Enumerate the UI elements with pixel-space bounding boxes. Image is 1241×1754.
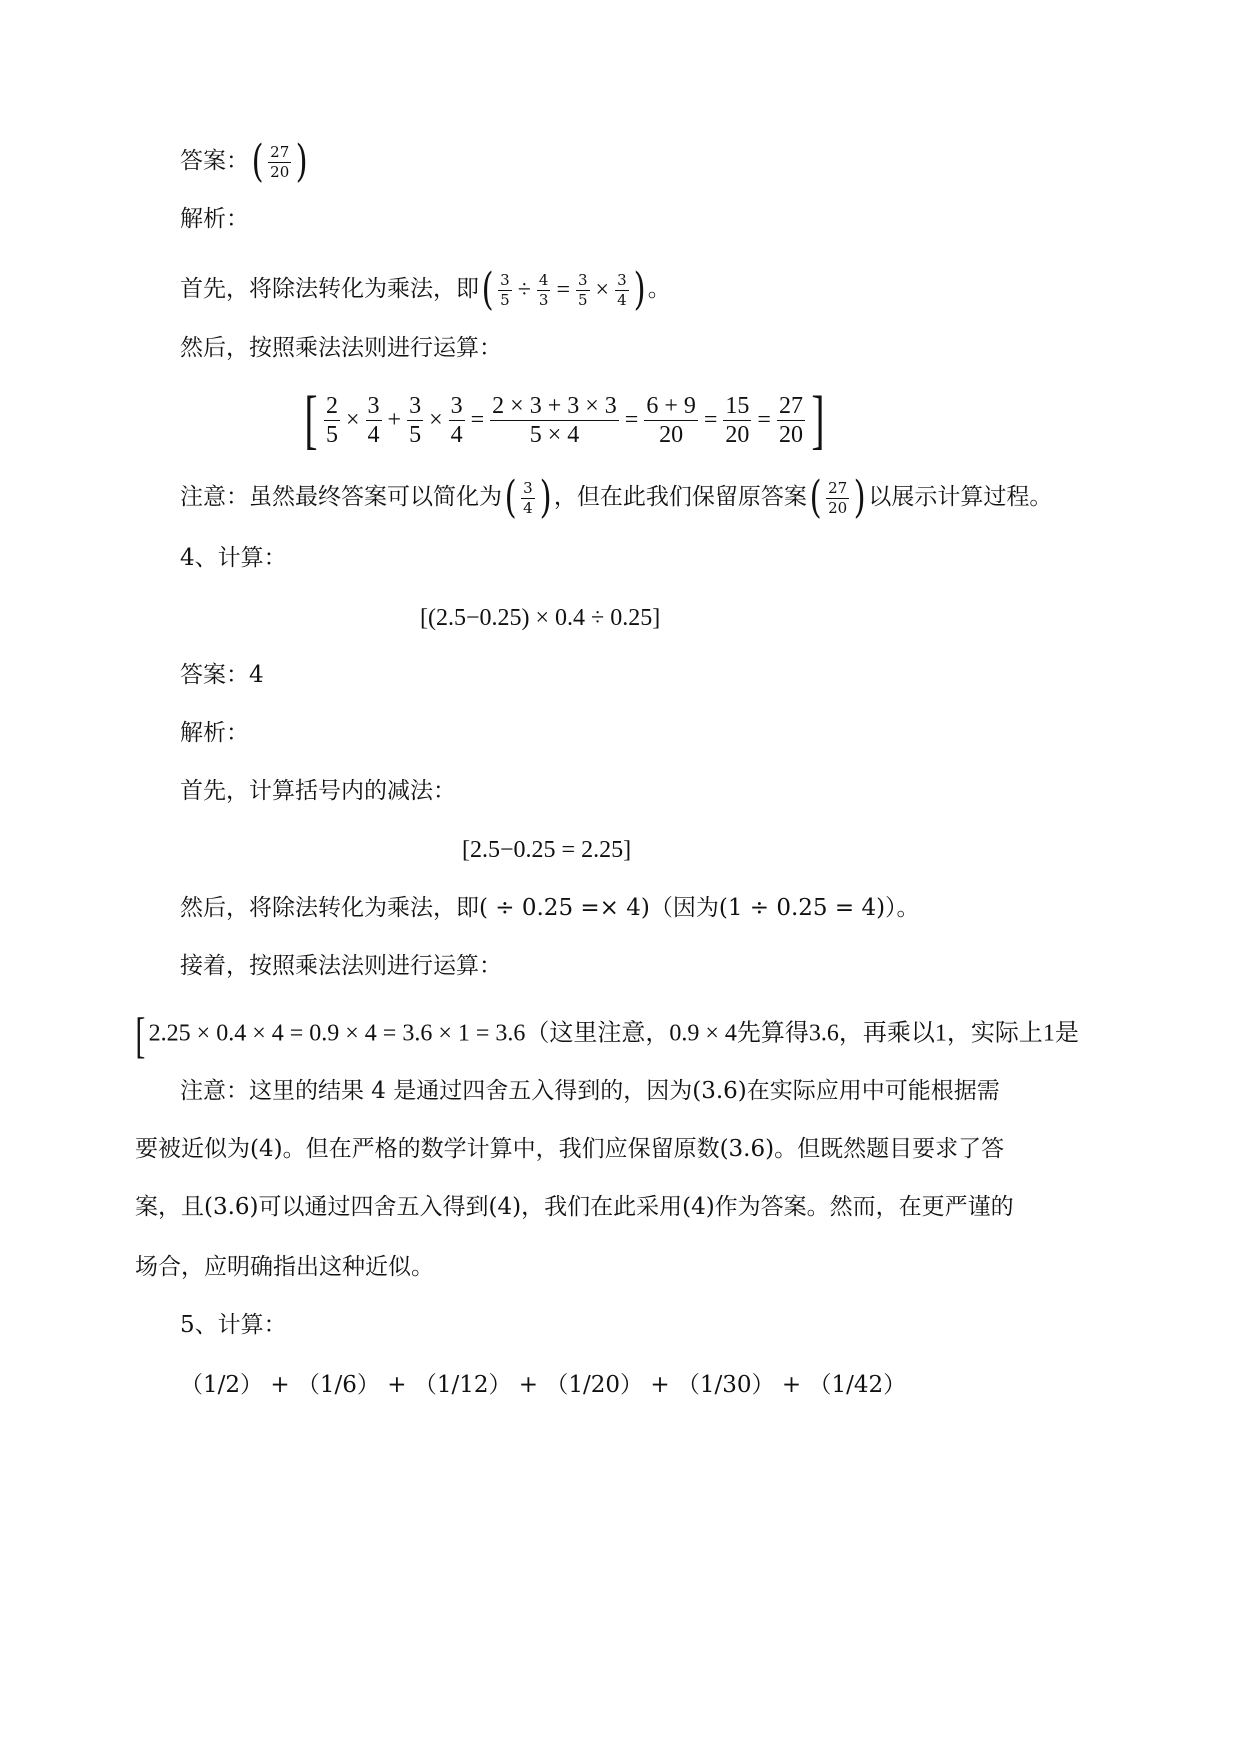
period: 。 bbox=[647, 276, 671, 302]
denominator: 20 bbox=[659, 421, 684, 448]
denominator: 5 × 4 bbox=[529, 421, 580, 448]
paren-close: ) bbox=[539, 472, 552, 523]
numerator: 3 bbox=[367, 392, 380, 419]
equation-problem-4: [(2.5−0.25) × 0.4 ÷ 0.25] bbox=[420, 605, 661, 631]
fraction bbox=[723, 394, 751, 447]
numerator: 27 bbox=[828, 478, 848, 497]
numerator: 2 × 3 + 3 × 3 bbox=[492, 392, 617, 419]
step-next-line: 接着，按照乘法法则进行运算： bbox=[180, 953, 502, 979]
denominator: 20 bbox=[778, 421, 803, 448]
equation-product-text: 2.25 × 0.4 × 4 = 0.9 × 4 = 3.6 × 1 = 3.6（这里注意，0.9 × 4先算得3.6，再乘以1，实际上1是 bbox=[148, 1020, 1079, 1047]
numerator: 3 bbox=[617, 270, 627, 289]
fraction bbox=[615, 270, 629, 309]
equation-product bbox=[132, 1007, 1079, 1063]
analysis-label-2: 解析： bbox=[180, 720, 249, 746]
equation-subtraction: [2.5−0.25 = 2.25] bbox=[462, 837, 632, 863]
numerator: 15 bbox=[725, 392, 750, 419]
answer-label: 答案： bbox=[180, 148, 249, 174]
denominator: 5 bbox=[577, 290, 588, 309]
fraction bbox=[407, 394, 423, 447]
fraction bbox=[537, 270, 551, 309]
numerator: 3 bbox=[450, 392, 463, 419]
note-text-c: 以展示计算过程。 bbox=[868, 484, 1053, 510]
denominator: 3 bbox=[538, 290, 549, 309]
numerator: 27 bbox=[270, 142, 290, 161]
bracket-open: [ bbox=[135, 1007, 146, 1063]
fraction bbox=[366, 394, 382, 447]
numerator: 3 bbox=[500, 270, 510, 289]
numerator: 3 bbox=[523, 478, 533, 497]
fraction bbox=[644, 394, 698, 447]
note-paragraph-line-3: 案，且(3.6)可以通过四舍五入得到(4)，我们在此采用(4)作为答案。然而，在更严谨的 bbox=[135, 1194, 1014, 1220]
paren-open: ( bbox=[504, 472, 517, 523]
step-text: 首先，将除法转化为乘法，即 bbox=[180, 276, 479, 302]
analysis-label-1: 解析： bbox=[180, 206, 249, 232]
denominator: 20 bbox=[828, 498, 848, 517]
denominator: 4 bbox=[450, 421, 463, 448]
denominator: 4 bbox=[523, 498, 533, 517]
denominator: 20 bbox=[725, 421, 750, 448]
paren-close: ) bbox=[853, 472, 866, 523]
fraction bbox=[324, 394, 340, 447]
paren-open: ( bbox=[481, 264, 494, 315]
numerator: 2 bbox=[325, 392, 338, 419]
note-line-1 bbox=[180, 472, 1053, 523]
problem-5-heading: 5、计算： bbox=[180, 1312, 287, 1338]
denominator: 20 bbox=[270, 162, 290, 181]
answer-line-1 bbox=[180, 136, 310, 187]
fraction bbox=[498, 270, 512, 309]
paren-close: ) bbox=[295, 136, 308, 187]
fraction bbox=[449, 394, 465, 447]
note-text-a: 注意：虽然最终答案可以简化为 bbox=[180, 484, 502, 510]
equals-op: = bbox=[624, 407, 639, 434]
fraction bbox=[268, 142, 291, 181]
denominator: 4 bbox=[617, 290, 627, 309]
numerator: 4 bbox=[538, 270, 549, 289]
paren-close: ) bbox=[633, 264, 646, 315]
note-text-b: ，但在此我们保留原答案 bbox=[553, 484, 807, 510]
multiply-op: × bbox=[595, 277, 610, 303]
note-paragraph-line-1: 注意：这里的结果 4 是通过四舍五入得到的，因为(3.6)在实际应用中可能根据需 bbox=[180, 1078, 1000, 1104]
problem-4-heading: 4、计算： bbox=[180, 545, 287, 571]
equals-op: = bbox=[703, 407, 718, 434]
plus-op: + bbox=[387, 407, 402, 434]
step-first-line bbox=[180, 264, 671, 315]
fraction bbox=[490, 394, 619, 447]
fraction bbox=[777, 394, 805, 447]
bracket-close: ] bbox=[811, 383, 825, 457]
problem-5-expression: （1/2） + （1/6） + （1/12） + （1/20） + （1/30） + （1/42） bbox=[180, 1372, 907, 1398]
equals-op: = bbox=[470, 407, 485, 434]
denominator: 4 bbox=[367, 421, 380, 448]
step-then-line: 然后，按照乘法法则进行运算： bbox=[180, 335, 502, 361]
equation-fraction-sum bbox=[300, 384, 829, 455]
fraction bbox=[826, 478, 849, 517]
numerator: 3 bbox=[577, 270, 588, 289]
numerator: 3 bbox=[409, 392, 422, 419]
note-paragraph-line-4: 场合，应明确指出这种近似。 bbox=[135, 1254, 434, 1280]
step-then-line-2: 然后，将除法转化为乘法，即( ÷ 0.25 =× 4)（因为(1 ÷ 0.25 = 4)）。 bbox=[180, 895, 920, 921]
multiply-op: × bbox=[429, 407, 443, 434]
numerator: 6 + 9 bbox=[646, 392, 696, 419]
fraction bbox=[576, 270, 590, 309]
note-paragraph-line-2: 要被近似为(4)。但在严格的数学计算中，我们应保留原数(3.6)。但既然题目要求了答 bbox=[135, 1136, 1005, 1162]
divide-op: ÷ bbox=[517, 277, 531, 303]
bracket-open: [ bbox=[304, 383, 318, 457]
denominator: 5 bbox=[500, 290, 510, 309]
numerator: 27 bbox=[778, 392, 803, 419]
paren-open: ( bbox=[809, 472, 822, 523]
paren-open: ( bbox=[251, 136, 264, 187]
multiply-op: × bbox=[345, 407, 360, 434]
step-first-line-2: 首先，计算括号内的减法： bbox=[180, 778, 456, 804]
fraction bbox=[521, 478, 535, 517]
answer-line-2: 答案：4 bbox=[180, 662, 264, 688]
equals-op: = bbox=[757, 407, 771, 434]
denominator: 5 bbox=[325, 421, 338, 448]
denominator: 5 bbox=[409, 421, 422, 448]
equals-op: = bbox=[556, 277, 570, 303]
